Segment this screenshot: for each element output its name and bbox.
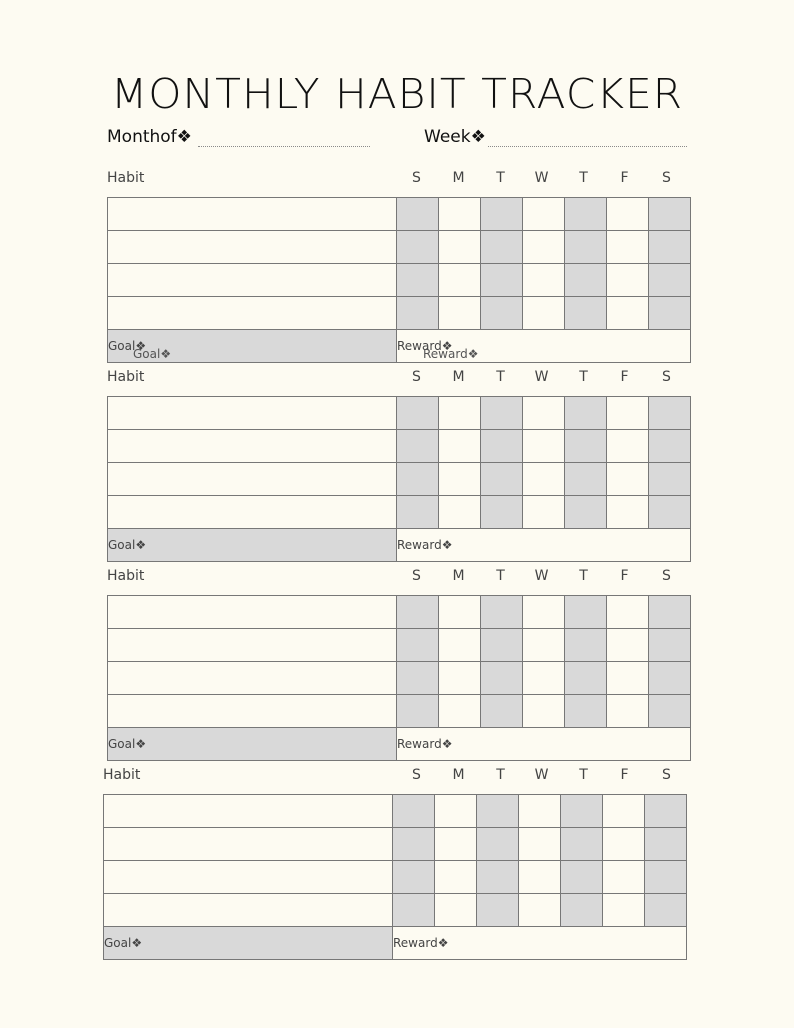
day-check-cell[interactable] <box>439 198 481 231</box>
day-check-cell[interactable] <box>603 795 645 828</box>
month-of-field[interactable] <box>198 146 370 147</box>
day-check-cell[interactable] <box>523 662 565 695</box>
day-check-cell[interactable] <box>607 231 649 264</box>
day-check-cell[interactable] <box>561 795 603 828</box>
day-check-cell[interactable] <box>439 264 481 297</box>
day-header: S <box>412 369 421 385</box>
day-check-cell[interactable] <box>439 297 481 330</box>
habit-section-1 <box>107 163 689 363</box>
day-check-cell[interactable] <box>649 264 691 297</box>
habit-grid <box>107 396 691 562</box>
day-check-cell[interactable] <box>523 430 565 463</box>
day-check-cell[interactable] <box>607 596 649 629</box>
day-check-cell[interactable] <box>607 264 649 297</box>
day-check-cell[interactable] <box>523 397 565 430</box>
day-check-cell[interactable] <box>393 894 435 927</box>
reward-cell[interactable]: Reward❖ <box>393 927 687 960</box>
day-check-cell[interactable] <box>477 894 519 927</box>
habit-name-cell[interactable] <box>108 496 397 529</box>
day-check-cell[interactable] <box>481 430 523 463</box>
day-check-cell[interactable] <box>603 861 645 894</box>
day-check-cell[interactable] <box>523 695 565 728</box>
day-check-cell[interactable] <box>439 463 481 496</box>
habit-name-cell[interactable] <box>108 629 397 662</box>
day-header: T <box>496 767 505 783</box>
day-check-cell[interactable] <box>397 297 439 330</box>
habit-name-cell[interactable] <box>108 430 397 463</box>
habit-name-cell[interactable] <box>108 198 397 231</box>
day-check-cell[interactable] <box>645 894 687 927</box>
day-check-cell[interactable] <box>523 297 565 330</box>
month-of-label: Monthof❖ <box>107 127 192 147</box>
day-check-cell[interactable] <box>565 463 607 496</box>
day-check-cell[interactable] <box>607 496 649 529</box>
goal-reward-row <box>108 529 691 562</box>
habit-name-cell[interactable] <box>108 662 397 695</box>
day-header: F <box>620 369 629 385</box>
day-check-cell[interactable] <box>397 264 439 297</box>
day-check-cell[interactable] <box>565 496 607 529</box>
day-check-cell[interactable] <box>645 828 687 861</box>
day-header: T <box>579 767 588 783</box>
page-title: MONTHLY HABIT TRACKER <box>110 70 684 118</box>
day-check-cell[interactable] <box>393 795 435 828</box>
day-check-cell[interactable] <box>523 463 565 496</box>
habit-row <box>108 430 691 463</box>
habit-section-4 <box>103 760 685 960</box>
day-check-cell[interactable] <box>481 662 523 695</box>
habit-name-cell[interactable] <box>108 264 397 297</box>
day-header: W <box>534 170 549 186</box>
section-header <box>103 760 685 794</box>
habit-row <box>104 795 687 828</box>
day-header: W <box>534 568 549 584</box>
day-check-cell[interactable] <box>397 198 439 231</box>
day-check-cell[interactable] <box>481 695 523 728</box>
day-check-cell[interactable] <box>561 861 603 894</box>
day-header: M <box>452 767 465 783</box>
habit-name-cell[interactable] <box>104 795 393 828</box>
day-header: T <box>579 369 588 385</box>
habit-row <box>108 695 691 728</box>
day-check-cell[interactable] <box>561 894 603 927</box>
week-label: Week❖ <box>424 127 486 147</box>
day-check-cell[interactable] <box>439 695 481 728</box>
day-check-cell[interactable] <box>649 695 691 728</box>
day-check-cell[interactable] <box>481 596 523 629</box>
day-check-cell[interactable] <box>481 463 523 496</box>
day-check-cell[interactable] <box>481 264 523 297</box>
habit-row <box>108 297 691 330</box>
day-check-cell[interactable] <box>397 662 439 695</box>
day-check-cell[interactable] <box>519 828 561 861</box>
goal-cell[interactable]: Goal❖ <box>108 728 397 761</box>
day-header: M <box>452 568 465 584</box>
day-header: T <box>496 568 505 584</box>
day-check-cell[interactable] <box>435 894 477 927</box>
habit-column-header: Habit <box>107 170 145 186</box>
day-check-cell[interactable] <box>397 695 439 728</box>
day-check-cell[interactable] <box>607 430 649 463</box>
day-check-cell[interactable] <box>523 496 565 529</box>
day-header: W <box>534 767 549 783</box>
day-check-cell[interactable] <box>439 231 481 264</box>
day-header: T <box>579 170 588 186</box>
habit-row <box>104 861 687 894</box>
habit-name-cell[interactable] <box>104 828 393 861</box>
habit-row <box>108 231 691 264</box>
day-check-cell[interactable] <box>649 430 691 463</box>
day-check-cell[interactable] <box>649 596 691 629</box>
day-check-cell[interactable] <box>435 795 477 828</box>
habit-section-3 <box>107 561 689 761</box>
day-header: F <box>620 170 629 186</box>
day-header: S <box>662 369 671 385</box>
day-header: T <box>496 369 505 385</box>
habit-grid <box>103 794 687 960</box>
day-check-cell[interactable] <box>523 264 565 297</box>
day-check-cell[interactable] <box>477 828 519 861</box>
day-check-cell[interactable] <box>519 894 561 927</box>
day-check-cell[interactable] <box>607 463 649 496</box>
habit-row <box>108 198 691 231</box>
habit-name-cell[interactable] <box>108 231 397 264</box>
day-check-cell[interactable] <box>649 463 691 496</box>
reward-cell[interactable]: Reward❖ <box>397 529 691 562</box>
habit-column-header: Habit <box>103 767 141 783</box>
habit-row <box>108 264 691 297</box>
habit-name-cell[interactable] <box>108 695 397 728</box>
day-check-cell[interactable] <box>649 297 691 330</box>
day-check-cell[interactable] <box>607 397 649 430</box>
day-header: T <box>496 170 505 186</box>
day-check-cell[interactable] <box>519 861 561 894</box>
habit-row <box>108 629 691 662</box>
day-check-cell[interactable] <box>565 297 607 330</box>
day-check-cell[interactable] <box>607 662 649 695</box>
day-check-cell[interactable] <box>649 662 691 695</box>
overlap-reward-label: Reward❖ <box>423 347 479 361</box>
day-check-cell[interactable] <box>649 231 691 264</box>
day-check-cell[interactable] <box>519 795 561 828</box>
habit-grid <box>107 197 691 363</box>
day-check-cell[interactable] <box>439 629 481 662</box>
day-check-cell[interactable] <box>565 198 607 231</box>
day-check-cell[interactable] <box>439 596 481 629</box>
habit-section-2 <box>107 362 689 562</box>
habit-row <box>108 397 691 430</box>
habit-row <box>108 596 691 629</box>
day-check-cell[interactable] <box>477 795 519 828</box>
day-header: S <box>662 170 671 186</box>
habit-row <box>108 662 691 695</box>
reward-cell[interactable]: Reward❖ <box>397 330 691 363</box>
reward-cell[interactable]: Reward❖ <box>397 728 691 761</box>
day-check-cell[interactable] <box>523 231 565 264</box>
day-check-cell[interactable] <box>439 662 481 695</box>
goal-reward-row <box>104 927 687 960</box>
day-check-cell[interactable] <box>481 397 523 430</box>
habit-row <box>108 496 691 529</box>
day-check-cell[interactable] <box>397 430 439 463</box>
section-header <box>107 163 689 197</box>
day-check-cell[interactable] <box>523 198 565 231</box>
day-check-cell[interactable] <box>561 828 603 861</box>
day-check-cell[interactable] <box>649 198 691 231</box>
day-check-cell[interactable] <box>393 861 435 894</box>
section-header <box>107 561 689 595</box>
day-check-cell[interactable] <box>439 430 481 463</box>
day-check-cell[interactable] <box>523 629 565 662</box>
day-check-cell[interactable] <box>397 231 439 264</box>
day-check-cell[interactable] <box>603 828 645 861</box>
habit-row <box>104 894 687 927</box>
day-header: M <box>452 369 465 385</box>
habit-name-cell[interactable] <box>104 894 393 927</box>
day-check-cell[interactable] <box>565 629 607 662</box>
day-check-cell[interactable] <box>649 496 691 529</box>
habit-name-cell[interactable] <box>108 596 397 629</box>
habit-name-cell[interactable] <box>108 397 397 430</box>
day-header: F <box>620 767 629 783</box>
habit-name-cell[interactable] <box>104 861 393 894</box>
habit-row <box>104 828 687 861</box>
habit-grid <box>107 595 691 761</box>
day-check-cell[interactable] <box>397 596 439 629</box>
goal-cell[interactable]: Goal❖ <box>104 927 393 960</box>
day-check-cell[interactable] <box>393 828 435 861</box>
day-header: S <box>412 568 421 584</box>
day-check-cell[interactable] <box>397 463 439 496</box>
day-check-cell[interactable] <box>565 264 607 297</box>
day-header: T <box>579 568 588 584</box>
habit-name-cell[interactable] <box>108 463 397 496</box>
day-check-cell[interactable] <box>481 297 523 330</box>
day-check-cell[interactable] <box>607 297 649 330</box>
day-check-cell[interactable] <box>565 430 607 463</box>
day-check-cell[interactable] <box>435 861 477 894</box>
overlap-goal-label: Goal❖ <box>133 347 172 361</box>
day-check-cell[interactable] <box>565 397 607 430</box>
goal-reward-row <box>108 728 691 761</box>
day-header: S <box>412 767 421 783</box>
day-check-cell[interactable] <box>397 496 439 529</box>
day-check-cell[interactable] <box>439 397 481 430</box>
day-header: F <box>620 568 629 584</box>
day-check-cell[interactable] <box>565 596 607 629</box>
day-check-cell[interactable] <box>523 596 565 629</box>
habit-row <box>108 463 691 496</box>
section-header <box>107 362 689 396</box>
day-header: S <box>662 568 671 584</box>
goal-cell[interactable]: Goal❖ <box>108 529 397 562</box>
goal-cell[interactable]: Goal❖ <box>108 330 397 363</box>
day-header: M <box>452 170 465 186</box>
day-check-cell[interactable] <box>565 662 607 695</box>
day-check-cell[interactable] <box>435 828 477 861</box>
day-check-cell[interactable] <box>565 695 607 728</box>
day-check-cell[interactable] <box>645 795 687 828</box>
day-check-cell[interactable] <box>649 397 691 430</box>
day-check-cell[interactable] <box>481 496 523 529</box>
day-check-cell[interactable] <box>439 496 481 529</box>
day-check-cell[interactable] <box>607 695 649 728</box>
day-check-cell[interactable] <box>481 629 523 662</box>
goal-reward-row <box>108 330 691 363</box>
day-check-cell[interactable] <box>397 397 439 430</box>
day-header: S <box>412 170 421 186</box>
day-check-cell[interactable] <box>603 894 645 927</box>
habit-column-header: Habit <box>107 568 145 584</box>
day-check-cell[interactable] <box>481 231 523 264</box>
day-check-cell[interactable] <box>565 231 607 264</box>
day-check-cell[interactable] <box>645 861 687 894</box>
day-check-cell[interactable] <box>481 198 523 231</box>
week-field[interactable] <box>488 146 687 147</box>
day-check-cell[interactable] <box>397 629 439 662</box>
day-check-cell[interactable] <box>477 861 519 894</box>
habit-column-header: Habit <box>107 369 145 385</box>
habit-name-cell[interactable] <box>108 297 397 330</box>
day-header: S <box>662 767 671 783</box>
day-header: W <box>534 369 549 385</box>
day-check-cell[interactable] <box>607 198 649 231</box>
day-check-cell[interactable] <box>607 629 649 662</box>
day-check-cell[interactable] <box>649 629 691 662</box>
